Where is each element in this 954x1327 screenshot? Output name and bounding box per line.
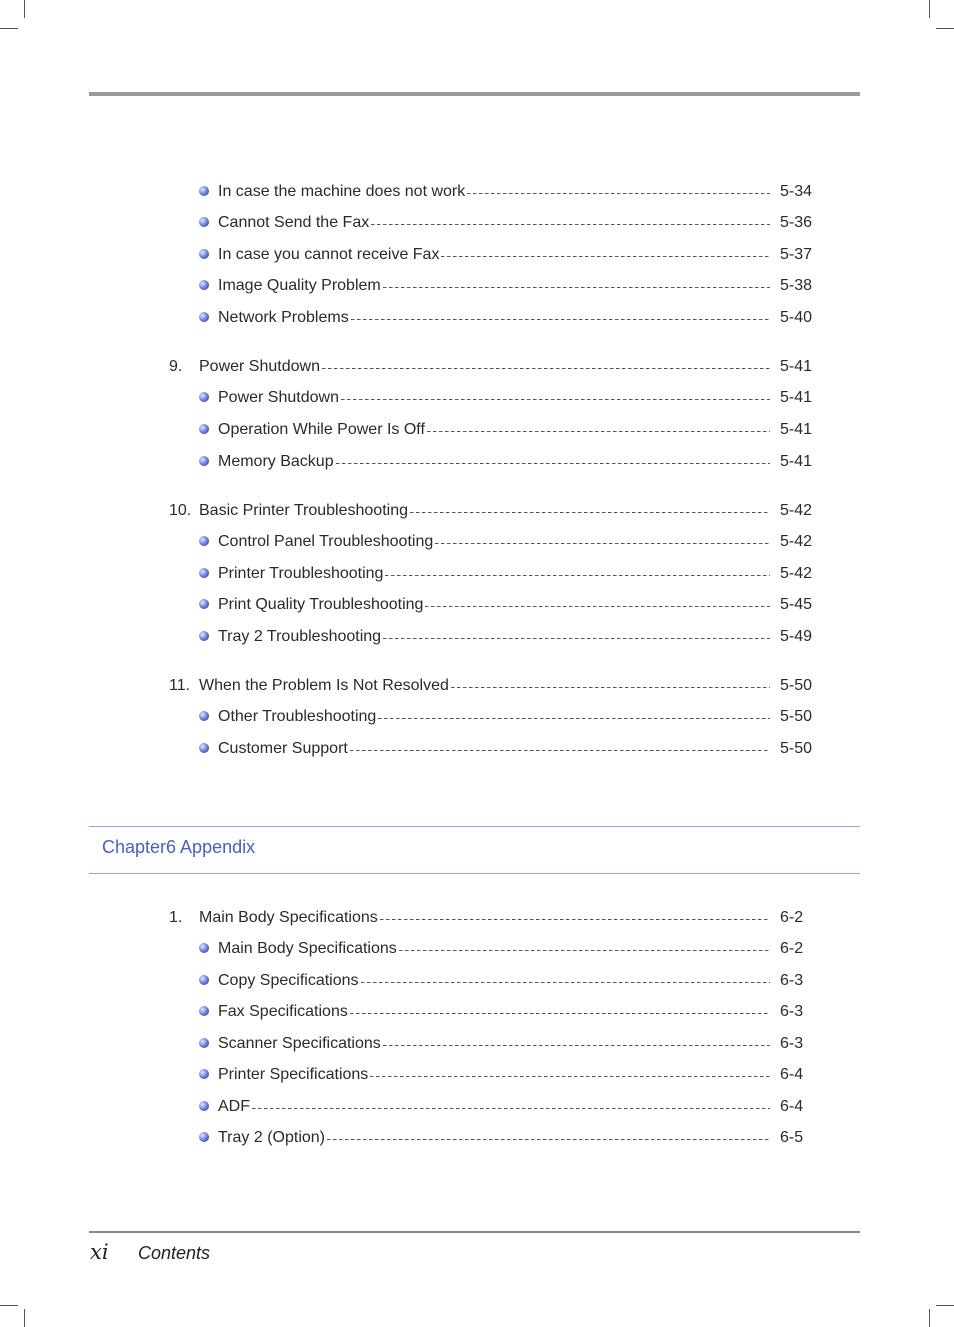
- dot-leader: [378, 718, 770, 719]
- bullet-icon: [199, 1069, 209, 1079]
- toc-section[interactable]: [0, 355, 954, 379]
- bullet-icon: [199, 568, 209, 578]
- bullet-icon: [199, 975, 209, 985]
- toc-section-page: 6-2: [780, 909, 804, 926]
- toc-item-page: 5-42: [780, 565, 813, 582]
- dot-leader: [351, 319, 770, 320]
- toc-item-label: Fax Specifications: [218, 1003, 348, 1020]
- toc-item[interactable]: [0, 937, 954, 961]
- dot-leader: [427, 431, 770, 432]
- toc-item[interactable]: [0, 705, 954, 729]
- dot-leader: [425, 606, 770, 607]
- toc-item[interactable]: [0, 1000, 954, 1024]
- bullet-icon: [199, 536, 209, 546]
- toc-item-label: ADF: [218, 1098, 250, 1115]
- bullet-icon: [199, 1132, 209, 1142]
- toc-item[interactable]: [0, 1126, 954, 1150]
- dot-leader: [399, 950, 770, 951]
- toc-item-label: Network Problems: [218, 309, 349, 326]
- toc-section[interactable]: [0, 499, 954, 523]
- toc-item-page: 6-3: [780, 1003, 804, 1020]
- toc-section[interactable]: [0, 906, 954, 930]
- toc-section-number: 10.: [169, 502, 192, 519]
- bullet-icon: [199, 943, 209, 953]
- toc-item-label: In case you cannot receive Fax: [218, 246, 440, 263]
- dot-leader: [341, 399, 770, 400]
- bullet-icon: [199, 743, 209, 753]
- toc-section-label: Main Body Specifications: [199, 909, 378, 926]
- dot-leader: [322, 368, 770, 369]
- bullet-icon: [199, 1006, 209, 1016]
- bullet-icon: [199, 424, 209, 434]
- dot-leader: [327, 1139, 770, 1140]
- dot-leader: [385, 575, 770, 576]
- toc-item[interactable]: [0, 211, 954, 235]
- bullet-icon: [199, 599, 209, 609]
- dot-leader: [451, 687, 770, 688]
- toc-item[interactable]: [0, 625, 954, 649]
- toc-item-label: Tray 2 (Option): [218, 1129, 325, 1146]
- bullet-icon: [199, 392, 209, 402]
- bullet-icon: [199, 456, 209, 466]
- toc-section-page: 5-41: [780, 358, 813, 375]
- toc-section-number: 9.: [169, 358, 183, 375]
- bullet-icon: [199, 249, 209, 259]
- dot-leader: [383, 1045, 770, 1046]
- toc-item[interactable]: [0, 737, 954, 761]
- toc-item-label: Other Troubleshooting: [218, 708, 377, 725]
- toc-item-label: Memory Backup: [218, 453, 334, 470]
- dot-leader: [410, 512, 770, 513]
- toc-item[interactable]: [0, 593, 954, 617]
- bullet-icon: [199, 1038, 209, 1048]
- chapter-heading: [89, 826, 860, 874]
- toc-item-page: 6-4: [780, 1098, 804, 1115]
- toc-item-label: Customer Support: [218, 740, 348, 757]
- toc-item[interactable]: [0, 274, 954, 298]
- toc-item-page: 6-3: [780, 972, 804, 989]
- toc-section-number: 11.: [169, 677, 191, 694]
- dot-leader: [467, 193, 770, 194]
- toc-section-label: When the Problem Is Not Resolved: [199, 677, 449, 694]
- bullet-icon: [199, 280, 209, 290]
- toc-item-page: 6-2: [780, 940, 804, 957]
- bullet-icon: [199, 1101, 209, 1111]
- dot-leader: [435, 543, 770, 544]
- toc-item-page: 5-45: [780, 596, 813, 613]
- toc-item-label: Control Panel Troubleshooting: [218, 533, 434, 550]
- toc-item-page: 5-50: [780, 708, 813, 725]
- toc-item[interactable]: [0, 306, 954, 330]
- toc-item-page: 5-40: [780, 309, 813, 326]
- toc-item[interactable]: [0, 562, 954, 586]
- toc-section-page: 5-42: [780, 502, 813, 519]
- toc-item-label: Power Shutdown: [218, 389, 339, 406]
- toc-item[interactable]: [0, 386, 954, 410]
- toc-item-page: 5-41: [780, 453, 813, 470]
- toc-item-label: Main Body Specifications: [218, 940, 397, 957]
- toc-item-page: 5-36: [780, 214, 813, 231]
- dot-leader: [350, 1013, 770, 1014]
- toc-item-label: Printer Specifications: [218, 1066, 369, 1083]
- bullet-icon: [199, 186, 209, 196]
- toc-section-page: 5-50: [780, 677, 813, 694]
- toc-item-page: 5-34: [780, 183, 813, 200]
- toc-item-label: Cannot Send the Fax: [218, 214, 370, 231]
- toc-item-label: Image Quality Problem: [218, 277, 381, 294]
- bullet-icon: [199, 631, 209, 641]
- toc-item[interactable]: [0, 450, 954, 474]
- toc-item-label: Copy Specifications: [218, 972, 359, 989]
- toc-item-label: Operation While Power Is Off: [218, 421, 425, 438]
- dot-leader: [361, 982, 770, 983]
- toc-item-page: 5-37: [780, 246, 813, 263]
- toc-item-page: 6-3: [780, 1035, 804, 1052]
- toc-section[interactable]: [0, 674, 954, 698]
- toc-section-label: Power Shutdown: [199, 358, 320, 375]
- toc-item[interactable]: [0, 418, 954, 442]
- toc-item-page: 6-5: [780, 1129, 804, 1146]
- dot-leader: [350, 750, 770, 751]
- dot-leader: [383, 638, 770, 639]
- toc-item-page: 5-41: [780, 389, 813, 406]
- dot-leader: [370, 1076, 770, 1077]
- toc-item-page: 5-41: [780, 421, 813, 438]
- toc-item-label: Printer Troubleshooting: [218, 565, 384, 582]
- dot-leader: [441, 256, 770, 257]
- toc-item-page: 5-42: [780, 533, 813, 550]
- toc-item[interactable]: [0, 1063, 954, 1087]
- toc-item[interactable]: [0, 969, 954, 993]
- toc-item[interactable]: [0, 1032, 954, 1056]
- toc-item[interactable]: [0, 180, 954, 204]
- page-number: xi: [90, 1240, 109, 1264]
- toc-item-page: 5-38: [780, 277, 813, 294]
- toc-section-number: 1.: [169, 909, 183, 926]
- bullet-icon: [199, 217, 209, 227]
- dot-leader: [336, 463, 770, 464]
- toc-item-label: Print Quality Troubleshooting: [218, 596, 424, 613]
- toc-section-label: Basic Printer Troubleshooting: [199, 502, 408, 519]
- footer-rule: [89, 1231, 860, 1233]
- bullet-icon: [199, 312, 209, 322]
- dot-leader: [252, 1108, 770, 1109]
- toc-item[interactable]: [0, 530, 954, 554]
- chapter-title[interactable]: Chapter6 Appendix: [102, 837, 256, 857]
- toc-item-page: 5-50: [780, 740, 813, 757]
- toc-item-label: In case the machine does not work: [218, 183, 466, 200]
- footer-label: Contents: [138, 1243, 211, 1263]
- toc-item-label: Tray 2 Troubleshooting: [218, 628, 382, 645]
- toc-item-page: 6-4: [780, 1066, 804, 1083]
- dot-leader: [380, 919, 770, 920]
- toc-item[interactable]: [0, 1095, 954, 1119]
- bullet-icon: [199, 711, 209, 721]
- dot-leader: [371, 224, 770, 225]
- toc-item[interactable]: [0, 243, 954, 267]
- toc-item-label: Scanner Specifications: [218, 1035, 381, 1052]
- dot-leader: [383, 287, 770, 288]
- toc-item-page: 5-49: [780, 628, 813, 645]
